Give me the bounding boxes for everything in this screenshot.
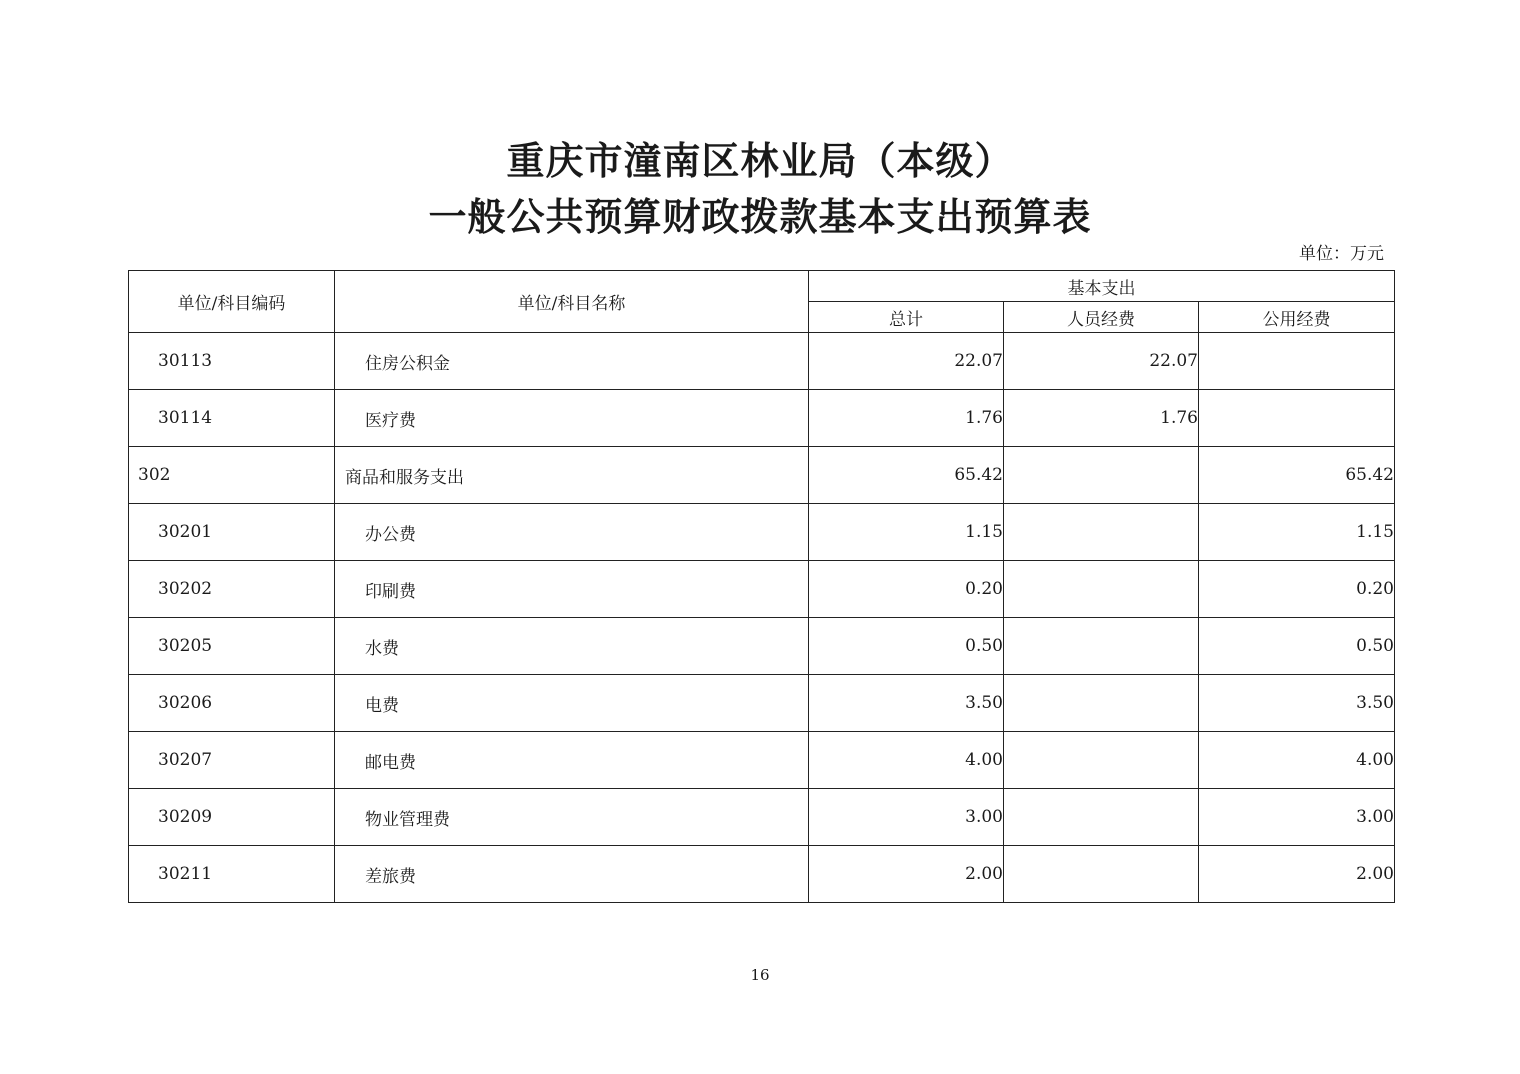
row-code: 30207 bbox=[129, 732, 335, 789]
row-code: 30201 bbox=[129, 504, 335, 561]
row-total: 2.00 bbox=[809, 846, 1004, 903]
row-personnel: 22.07 bbox=[1004, 333, 1199, 390]
row-name: 住房公积金 bbox=[335, 333, 809, 390]
row-public: 65.42 bbox=[1199, 447, 1395, 504]
table-row bbox=[129, 675, 1395, 732]
table-row bbox=[129, 732, 1395, 789]
row-personnel bbox=[1004, 618, 1199, 675]
row-personnel bbox=[1004, 561, 1199, 618]
row-name: 差旅费 bbox=[335, 846, 809, 903]
table-row bbox=[129, 390, 1395, 447]
row-code: 30113 bbox=[129, 333, 335, 390]
row-personnel bbox=[1004, 447, 1199, 504]
page-number: 16 bbox=[750, 966, 770, 984]
document-subtitle: 一般公共预算财政拨款基本支出预算表 bbox=[428, 195, 1092, 239]
row-code: 30209 bbox=[129, 789, 335, 846]
header-code: 单位/科目编码 bbox=[129, 271, 335, 333]
row-name: 印刷费 bbox=[335, 561, 809, 618]
header-total: 总计 bbox=[809, 302, 1004, 333]
row-code: 30206 bbox=[129, 675, 335, 732]
row-code: 30114 bbox=[129, 390, 335, 447]
header-personnel: 人员经费 bbox=[1004, 302, 1199, 333]
budget-table bbox=[128, 270, 1395, 903]
row-personnel bbox=[1004, 846, 1199, 903]
document-title: 重庆市潼南区林业局（本级） bbox=[506, 139, 1014, 183]
row-total: 65.42 bbox=[809, 447, 1004, 504]
row-name: 商品和服务支出 bbox=[335, 447, 809, 504]
row-total: 1.15 bbox=[809, 504, 1004, 561]
row-public bbox=[1199, 390, 1395, 447]
header-name: 单位/科目名称 bbox=[335, 271, 809, 333]
row-name: 水费 bbox=[335, 618, 809, 675]
row-personnel bbox=[1004, 504, 1199, 561]
header-basic-expenditure: 基本支出 bbox=[809, 271, 1395, 302]
row-public: 3.00 bbox=[1199, 789, 1395, 846]
row-public: 3.50 bbox=[1199, 675, 1395, 732]
row-name: 电费 bbox=[335, 675, 809, 732]
table-row bbox=[129, 333, 1395, 390]
row-total: 1.76 bbox=[809, 390, 1004, 447]
table-row bbox=[129, 504, 1395, 561]
row-name: 邮电费 bbox=[335, 732, 809, 789]
table-row bbox=[129, 846, 1395, 903]
row-code: 30202 bbox=[129, 561, 335, 618]
row-total: 3.50 bbox=[809, 675, 1004, 732]
unit-label: 单位：万元 bbox=[1299, 244, 1384, 264]
row-personnel bbox=[1004, 789, 1199, 846]
row-public: 1.15 bbox=[1199, 504, 1395, 561]
row-name: 办公费 bbox=[335, 504, 809, 561]
row-name: 医疗费 bbox=[335, 390, 809, 447]
row-total: 0.20 bbox=[809, 561, 1004, 618]
row-code: 30205 bbox=[129, 618, 335, 675]
table-row bbox=[129, 561, 1395, 618]
table-row bbox=[129, 618, 1395, 675]
header-public: 公用经费 bbox=[1199, 302, 1395, 333]
row-total: 4.00 bbox=[809, 732, 1004, 789]
row-total: 3.00 bbox=[809, 789, 1004, 846]
table-row bbox=[129, 789, 1395, 846]
row-public: 4.00 bbox=[1199, 732, 1395, 789]
row-code: 302 bbox=[129, 447, 335, 504]
row-public: 2.00 bbox=[1199, 846, 1395, 903]
row-name: 物业管理费 bbox=[335, 789, 809, 846]
row-personnel bbox=[1004, 732, 1199, 789]
row-total: 22.07 bbox=[809, 333, 1004, 390]
table-row bbox=[129, 447, 1395, 504]
row-public: 0.50 bbox=[1199, 618, 1395, 675]
row-personnel: 1.76 bbox=[1004, 390, 1199, 447]
row-code: 30211 bbox=[129, 846, 335, 903]
row-public bbox=[1199, 333, 1395, 390]
row-personnel bbox=[1004, 675, 1199, 732]
row-total: 0.50 bbox=[809, 618, 1004, 675]
row-public: 0.20 bbox=[1199, 561, 1395, 618]
